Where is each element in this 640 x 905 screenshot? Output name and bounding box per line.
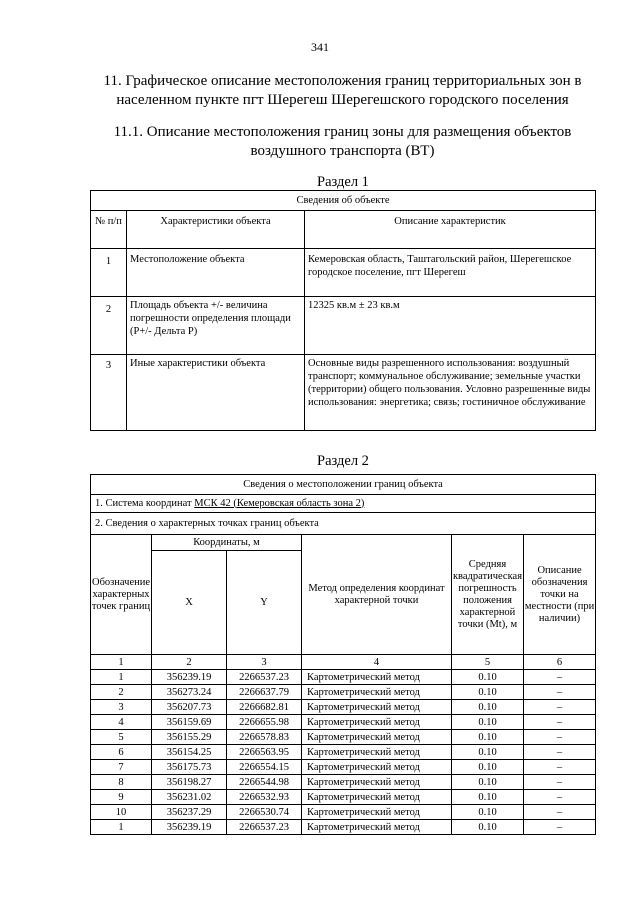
point-x: 356237.29 [152,805,227,820]
boundary-points-table [90,474,596,835]
point-x: 356198.27 [152,775,227,790]
col-header-characteristic: Характеристики объекта [127,211,305,249]
point-method: Картометрический метод [302,745,452,760]
table-row [91,730,596,745]
col-number: 5 [452,655,524,670]
point-description: – [524,670,596,685]
point-x: 356231.02 [152,790,227,805]
boundary-table-title: Сведения о местоположении границ объекта [91,475,596,495]
point-y: 2266563.95 [227,745,302,760]
col-header-error: Средняя квадратическая погрешность положения характерной точки (Mt), м [452,535,524,655]
point-number: 3 [91,700,152,715]
col-header-y: Y [227,551,302,655]
point-method: Картометрический метод [302,805,452,820]
point-y: 2266682.81 [227,700,302,715]
row-characteristic: Местоположение объекта [127,249,305,297]
point-y: 2266537.23 [227,670,302,685]
sub-heading: 11.1. Описание местоположения границ зоны для размещения объектов воздушного транспорта (ВТ) [113,124,572,159]
point-number: 1 [91,820,152,835]
row-description: Кемеровская область, Таштагольский район, Шерегешское городское поселение, пгт Шерегеш [305,249,596,297]
column-numbers-row [91,655,596,670]
points-body [91,670,596,835]
point-number: 9 [91,790,152,805]
point-y: 2266655.98 [227,715,302,730]
point-method: Картометрический метод [302,760,452,775]
page-number: 341 [311,40,329,54]
point-y: 2266637.79 [227,685,302,700]
point-error: 0.10 [452,700,524,715]
point-y: 2266544.98 [227,775,302,790]
point-method: Картометрический метод [302,820,452,835]
point-number: 6 [91,745,152,760]
point-x: 356207.73 [152,700,227,715]
col-header-point: Обозначение характерных точек границ [91,535,152,655]
col-header-coords: Координаты, м [152,535,302,551]
point-y: 2266530.74 [227,805,302,820]
point-method: Картометрический метод [302,670,452,685]
point-error: 0.10 [452,715,524,730]
point-x: 356273.24 [152,685,227,700]
point-method: Картометрический метод [302,700,452,715]
row-num: 2 [91,297,127,355]
point-error: 0.10 [452,760,524,775]
point-number: 8 [91,775,152,790]
coord-system-line [91,495,596,513]
point-number: 1 [91,670,152,685]
point-number: 5 [91,730,152,745]
point-description: – [524,685,596,700]
point-method: Картометрический метод [302,775,452,790]
col-header-method: Метод определения координат характерной точки [302,535,452,655]
point-number: 2 [91,685,152,700]
section2-title: Раздел 2 [317,453,369,469]
table-row [91,297,596,355]
point-x: 356239.19 [152,670,227,685]
col-number: 1 [91,655,152,670]
main-heading: 11. Графическое описание местоположения границ территориальных зон в населенном пункте пгт Шерегеш Шерегешского городского поселения [103,73,582,108]
point-method: Картометрический метод [302,715,452,730]
point-method: Картометрический метод [302,685,452,700]
point-error: 0.10 [452,820,524,835]
point-error: 0.10 [452,790,524,805]
object-info-table [90,190,596,431]
col-header-num: № п/п [91,211,127,249]
table-row [91,820,596,835]
col-number: 4 [302,655,452,670]
table-row [91,670,596,685]
table-row [91,775,596,790]
row-description: Основные виды разрешенного использования: воздушный транспорт; коммунальное обслуживание; земельные участки (территории) общего пользования. Условно разрешенные виды использования: энергетика; связь; гостиничное обслуживание [305,355,596,431]
point-error: 0.10 [452,805,524,820]
row-characteristic: Площадь объекта +/- величина погрешности определения площади (Р+/- Дельта Р) [127,297,305,355]
col-header-description: Описание характеристик [305,211,596,249]
point-x: 356154.25 [152,745,227,760]
col-number: 6 [524,655,596,670]
table-row [91,745,596,760]
point-y: 2266537.23 [227,820,302,835]
point-description: – [524,820,596,835]
table-row [91,715,596,730]
point-number: 4 [91,715,152,730]
point-error: 0.10 [452,745,524,760]
point-x: 356159.69 [152,715,227,730]
points-caption: 2. Сведения о характерных точках границ объекта [91,513,596,535]
row-num: 3 [91,355,127,431]
section1-title: Раздел 1 [317,174,369,190]
point-error: 0.10 [452,730,524,745]
object-info-table-title: Сведения об объекте [91,191,596,211]
table-row [91,790,596,805]
point-description: – [524,760,596,775]
point-y: 2266554.15 [227,760,302,775]
col-header-point-description: Описание обозначения точки на местности (при наличии) [524,535,596,655]
row-description: 12325 кв.м ± 23 кв.м [305,297,596,355]
point-y: 2266578.83 [227,730,302,745]
point-description: – [524,730,596,745]
point-method: Картометрический метод [302,790,452,805]
point-description: – [524,700,596,715]
table-row [91,249,596,297]
point-error: 0.10 [452,670,524,685]
point-method: Картометрический метод [302,730,452,745]
point-description: – [524,790,596,805]
point-x: 356239.19 [152,820,227,835]
col-number: 2 [152,655,227,670]
point-description: – [524,775,596,790]
point-description: – [524,715,596,730]
row-num: 1 [91,249,127,297]
point-x: 356175.73 [152,760,227,775]
point-error: 0.10 [452,775,524,790]
table-row [91,355,596,431]
row-characteristic: Иные характеристики объекта [127,355,305,431]
table-row [91,760,596,775]
table-row [91,685,596,700]
coord-system-value: МСК 42 (Кемеровская область зона 2) [194,497,365,509]
point-number: 7 [91,760,152,775]
point-description: – [524,745,596,760]
coord-system-label: 1. Система координат [95,497,195,509]
col-header-x: X [152,551,227,655]
table-row [91,805,596,820]
point-number: 10 [91,805,152,820]
point-error: 0.10 [452,685,524,700]
col-number: 3 [227,655,302,670]
point-description: – [524,805,596,820]
point-y: 2266532.93 [227,790,302,805]
point-x: 356155.29 [152,730,227,745]
table-row [91,700,596,715]
